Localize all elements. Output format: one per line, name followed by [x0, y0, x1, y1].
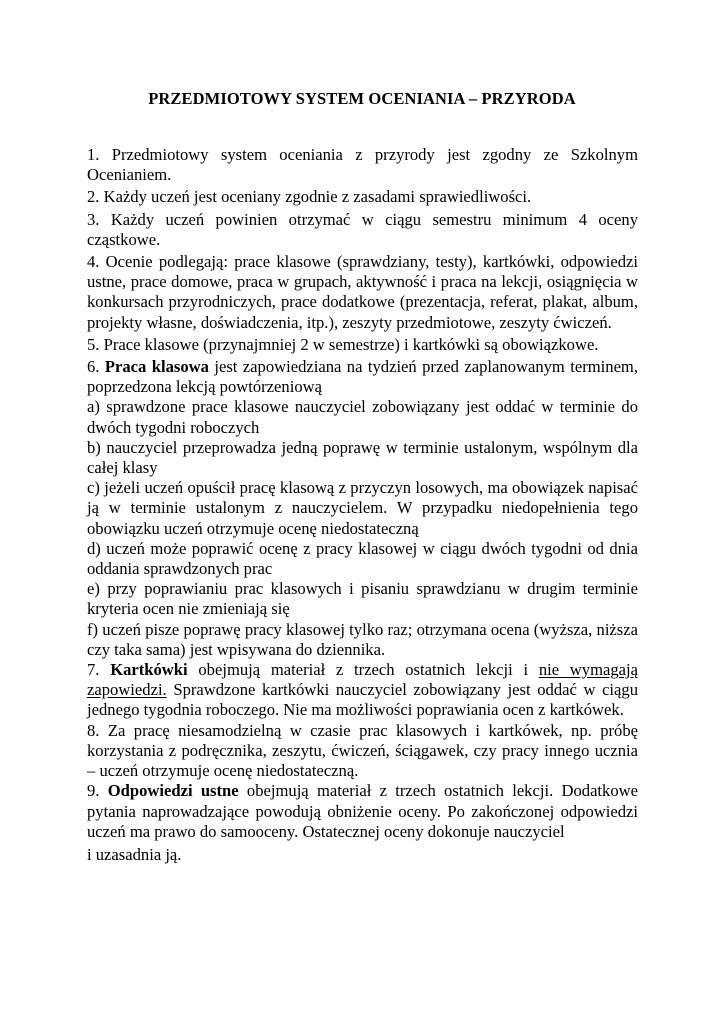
item-6c: c) jeżeli uczeń opuścił pracę klasową z przyczyn losowych, ma obowiązek napisać ją w terminie ustalonym z nauczycielem. W przypadku niedopełnienia tego obowiązku uczeń otrzymuje ocenę niedostateczną: [87, 478, 638, 538]
item-9: [87, 781, 638, 842]
item-4: 4. Ocenie podlegają: prace klasowe (sprawdziany, testy), kartkówki, odpowiedzi ustne, prace domowe, praca w grupach, aktywność i praca na lekcji, osiągnięcia w konkursach przyrodniczych, prace dodatkowe (prezentacja, referat, plakat, album, projekty własne, doświadczenia, itp.), zeszyty przedmiotowe, zeszyty ćwiczeń.: [87, 252, 638, 332]
item-7-heading: Kartkówki: [110, 660, 188, 680]
item-6d: d) uczeń może poprawić ocenę z pracy klasowej w ciągu dwóch tygodni od dnia oddania sprawdzonych prac: [87, 538, 638, 579]
item-6-heading: Praca klasowa: [104, 357, 209, 377]
item-9-number: 9.: [87, 781, 100, 801]
item-6-number: 6.: [87, 357, 100, 377]
document-body: [87, 145, 638, 865]
item-3: 3. Każdy uczeń powinien otrzymać w ciągu semestru minimum 4 oceny cząstkowe.: [87, 209, 638, 249]
item-6-text: jest zapowiedziana na tydzień przed zaplanowanym terminem, poprzedzona lekcją powtórzeniową: [87, 357, 638, 397]
item-7-text-rest: Sprawdzone kartkówki nauczyciel zobowiązany jest oddać w ciągu jednego tygodnia roboczego. Nie ma możliwości poprawiania ocen z kartkówek.: [87, 680, 638, 720]
item-6f: f) uczeń pisze poprawę pracy klasowej tylko raz; otrzymana ocena (wyższa, niższa czy taka sama) jest wpisywana do dziennika.: [87, 619, 638, 659]
item-6e: e) przy poprawianiu prac klasowych i pisaniu sprawdzianu w drugim terminie kryteria ocen nie zmieniają się: [87, 579, 638, 619]
item-7-underlined-text: nie wymagają zapowiedzi.: [87, 660, 638, 700]
item-6b: b) nauczyciel przeprowadza jedną poprawę w terminie ustalonym, wspólnym dla całej klasy: [87, 437, 638, 478]
item-9-heading: Odpowiedzi ustne: [107, 781, 239, 801]
page-title: PRZEDMIOTOWY SYSTEM OCENIANIA – PRZYRODA: [148, 89, 576, 108]
item-8: 8. Za pracę niesamodzielną w czasie prac klasowych i kartkówek, np. próbę korzystania z podręcznika, zeszytu, ćwiczeń, ściągawek, czy pracy innego ucznia – uczeń otrzymuje ocenę niedostateczną.: [87, 720, 638, 781]
item-1: 1. Przedmiotowy system oceniania z przyrody jest zgodny ze Szkolnym Ocenianiem.: [87, 145, 638, 185]
item-7-text: obejmują materiał z trzech ostatnich lekcji i: [198, 660, 529, 680]
item-9-text: obejmują materiał z trzech ostatnich lekcji. Dodatkowe pytania naprowadzające powodują obniżenie oceny. Po zakończonej odpowiedzi uczeń ma prawo do samooceny. Ostatecznej oceny dokonuje nauczyciel: [87, 781, 638, 841]
item-7: [87, 660, 638, 721]
item-2: 2. Każdy uczeń jest oceniany zgodnie z zasadami sprawiedliwości.: [87, 187, 532, 207]
item-6: [87, 357, 638, 397]
item-5: 5. Prace klasowe (przynajmniej 2 w semestrze) i kartkówki są obowiązkowe.: [87, 334, 599, 354]
item-9-last-line: i uzasadnia ją.: [87, 844, 182, 864]
item-6a: a) sprawdzone prace klasowe nauczyciel zobowiązany jest oddać w terminie do dwóch tygodni roboczych: [87, 397, 638, 437]
item-7-number: 7.: [87, 660, 100, 680]
